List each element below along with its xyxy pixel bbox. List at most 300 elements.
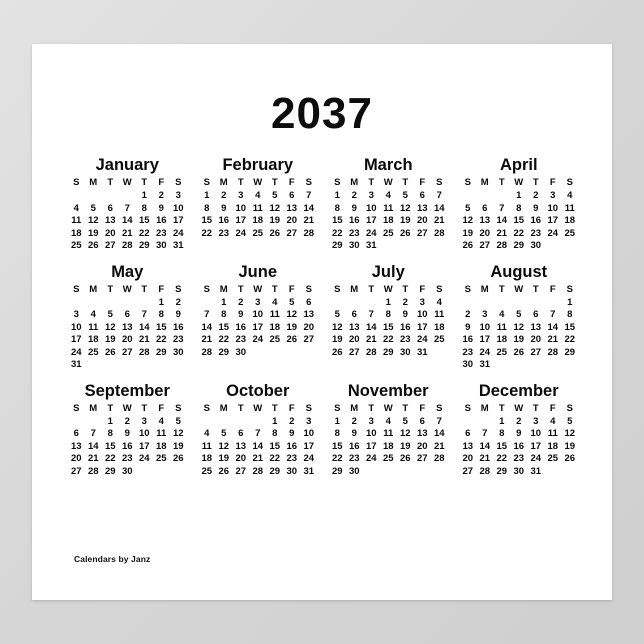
day-cell: 11 [434, 309, 445, 321]
day-cell: 3 [175, 190, 181, 202]
day-cell: 13 [462, 440, 474, 452]
weekday-header: M [219, 177, 228, 189]
day-cell: 10 [172, 202, 184, 214]
weekday-header: M [89, 402, 98, 414]
day-cell: 17 [416, 321, 428, 333]
day-cell: 25 [252, 227, 264, 239]
day-cell: 9 [238, 309, 244, 321]
day-cell: 25 [496, 346, 508, 358]
day-cell: 26 [87, 240, 99, 252]
day-cell: 17 [479, 334, 491, 346]
day-cell: 21 [547, 334, 559, 346]
day-cell: 27 [479, 240, 491, 252]
day-cell: 31 [479, 359, 491, 371]
weekday-header: S [203, 402, 210, 414]
day-cell: 13 [416, 428, 428, 440]
weekday-header: F [419, 177, 426, 189]
day-cell: 12 [399, 428, 411, 440]
day-cell: 18 [433, 321, 445, 333]
day-cell: 4 [272, 296, 278, 308]
day-cell: 20 [235, 453, 247, 465]
day-cell: 14 [87, 440, 99, 452]
weekday-header: F [158, 283, 165, 295]
day-cell: 21 [433, 440, 445, 452]
day-cell: 22 [564, 334, 576, 346]
month-name: November [347, 381, 429, 400]
day-cell: 5 [272, 190, 278, 202]
day-cell: 18 [382, 215, 394, 227]
month-name: September [84, 381, 170, 400]
months-grid [32, 156, 612, 478]
month-days [325, 190, 452, 253]
day-cell: 16 [462, 334, 474, 346]
day-cell: 18 [70, 227, 82, 239]
day-cell: 24 [530, 453, 542, 465]
weekday-header: T [498, 177, 505, 189]
weekday-header: T [141, 177, 148, 189]
day-cell: 15 [218, 321, 230, 333]
day-cell: 3 [255, 296, 261, 308]
weekday-header: S [464, 402, 471, 414]
day-cell: 2 [238, 296, 244, 308]
day-cell: 29 [496, 465, 508, 477]
day-cell: 4 [255, 190, 261, 202]
day-cell: 1 [385, 296, 391, 308]
day-cell: 25 [382, 227, 394, 239]
day-cell: 4 [550, 415, 556, 427]
day-cell: 7 [306, 190, 312, 202]
month-days [195, 190, 322, 240]
day-cell: 27 [416, 227, 428, 239]
day-cell: 9 [158, 202, 164, 214]
day-cell: 18 [382, 440, 394, 452]
day-cell: 12 [331, 321, 343, 333]
day-cell: 16 [286, 440, 298, 452]
day-cell: 22 [496, 453, 508, 465]
weekday-header: F [158, 402, 165, 414]
day-cell: 11 [156, 428, 167, 440]
day-cell: 7 [255, 428, 261, 440]
day-cell: 9 [516, 428, 522, 440]
weekday-header: S [436, 177, 443, 189]
month-block [456, 382, 583, 479]
weekday-header: W [253, 402, 263, 414]
day-cell: 1 [499, 415, 505, 427]
day-cell: 8 [107, 428, 113, 440]
day-cell: 20 [348, 334, 360, 346]
day-cell: 7 [124, 202, 130, 214]
day-cell: 19 [269, 215, 281, 227]
day-cell: 16 [155, 215, 167, 227]
day-cell: 18 [269, 321, 281, 333]
day-cell: 1 [334, 415, 340, 427]
day-cell: 7 [482, 428, 488, 440]
weekday-header-row [325, 177, 452, 189]
day-cell: 15 [496, 440, 508, 452]
day-cell: 29 [382, 346, 394, 358]
day-cell: 27 [348, 346, 360, 358]
day-cell: 2 [289, 415, 295, 427]
day-cell: 26 [269, 227, 281, 239]
day-cell: 6 [533, 309, 539, 321]
day-cell: 19 [87, 227, 99, 239]
day-cell: 11 [88, 321, 99, 333]
day-cell: 4 [385, 190, 391, 202]
weekday-header: T [107, 283, 114, 295]
day-cell: 14 [121, 215, 133, 227]
day-cell: 8 [204, 202, 210, 214]
day-cell: 28 [365, 346, 377, 358]
weekday-header: T [368, 283, 375, 295]
day-cell: 19 [331, 334, 343, 346]
day-cell: 5 [175, 415, 181, 427]
weekday-header-row [64, 177, 191, 189]
day-cell: 4 [90, 309, 96, 321]
day-cell: 15 [138, 215, 150, 227]
month-name: October [226, 381, 290, 400]
day-cell: 23 [172, 334, 184, 346]
weekday-header: S [305, 177, 312, 189]
day-cell: 9 [351, 202, 357, 214]
weekday-header-row [195, 284, 322, 296]
day-cell: 12 [564, 428, 576, 440]
weekday-header-row [456, 177, 583, 189]
day-cell: 30 [286, 465, 298, 477]
weekday-header: T [237, 283, 244, 295]
month-days [195, 416, 322, 479]
day-cell: 29 [564, 346, 576, 358]
day-cell: 14 [479, 440, 491, 452]
day-cell: 27 [121, 346, 133, 358]
day-cell: 4 [158, 415, 164, 427]
day-cell: 8 [334, 428, 340, 440]
day-cell: 29 [513, 240, 525, 252]
day-cell: 16 [399, 321, 411, 333]
day-cell: 30 [348, 465, 360, 477]
day-cell: 18 [252, 215, 264, 227]
day-cell: 25 [564, 227, 576, 239]
day-cell: 19 [462, 227, 474, 239]
day-cell: 27 [416, 453, 428, 465]
day-cell: 14 [365, 321, 377, 333]
day-cell: 12 [286, 309, 298, 321]
day-cell: 20 [121, 334, 133, 346]
day-cell: 24 [70, 346, 82, 358]
day-cell: 13 [479, 215, 491, 227]
day-cell: 25 [201, 465, 213, 477]
day-cell: 4 [567, 190, 573, 202]
day-cell: 1 [141, 190, 147, 202]
weekday-header: T [141, 402, 148, 414]
day-cell: 2 [516, 415, 522, 427]
day-cell: 22 [331, 453, 343, 465]
weekday-header: S [464, 283, 471, 295]
weekday-header: T [402, 177, 409, 189]
month-days [456, 416, 583, 479]
day-cell: 13 [121, 321, 133, 333]
weekday-header: M [219, 402, 228, 414]
day-cell: 1 [107, 415, 113, 427]
day-cell: 6 [73, 428, 79, 440]
weekday-header: F [549, 402, 556, 414]
day-cell: 16 [121, 440, 133, 452]
weekday-header: F [158, 177, 165, 189]
day-cell: 5 [402, 415, 408, 427]
day-cell: 12 [218, 440, 230, 452]
day-cell: 7 [90, 428, 96, 440]
day-cell: 24 [235, 227, 247, 239]
day-cell: 26 [462, 240, 474, 252]
month-name: January [95, 156, 159, 174]
day-cell: 26 [564, 453, 576, 465]
day-cell: 11 [564, 202, 575, 214]
day-cell: 16 [348, 215, 360, 227]
day-cell: 17 [235, 215, 247, 227]
day-cell: 13 [303, 309, 315, 321]
day-cell: 1 [272, 415, 278, 427]
day-cell: 22 [513, 227, 525, 239]
day-cell: 11 [252, 202, 263, 214]
day-cell: 18 [155, 440, 167, 452]
day-cell: 21 [433, 215, 445, 227]
day-cell: 20 [286, 215, 298, 227]
day-cell: 11 [383, 428, 394, 440]
day-cell: 6 [482, 202, 488, 214]
day-cell: 15 [382, 321, 394, 333]
day-cell: 6 [419, 190, 425, 202]
weekday-header: S [334, 283, 341, 295]
weekday-header: W [383, 402, 393, 414]
weekday-header: F [288, 402, 295, 414]
day-cell: 1 [221, 296, 227, 308]
month-block [195, 263, 322, 372]
month-name: June [238, 262, 277, 281]
day-cell: 9 [465, 321, 471, 333]
day-cell: 25 [87, 346, 99, 358]
day-cell: 19 [286, 321, 298, 333]
day-cell: 2 [533, 190, 539, 202]
day-cell: 13 [416, 202, 428, 214]
day-cell: 28 [547, 346, 559, 358]
month-name: December [478, 381, 559, 400]
month-name: July [371, 262, 405, 281]
day-cell: 11 [201, 440, 212, 452]
day-cell: 3 [368, 190, 374, 202]
day-cell: 22 [331, 227, 343, 239]
day-cell: 27 [70, 465, 82, 477]
day-cell: 5 [334, 309, 340, 321]
day-cell: 1 [567, 296, 573, 308]
day-cell: 19 [513, 334, 525, 346]
day-cell: 6 [419, 415, 425, 427]
weekday-header-row [195, 403, 322, 415]
page-title: 2037 [271, 89, 373, 138]
day-cell: 3 [368, 415, 374, 427]
day-cell: 13 [70, 440, 82, 452]
day-cell: 10 [530, 428, 542, 440]
weekday-header: T [368, 402, 375, 414]
weekday-header: F [288, 177, 295, 189]
day-cell: 23 [348, 453, 360, 465]
day-cell: 31 [530, 465, 542, 477]
weekday-header: M [89, 177, 98, 189]
day-cell: 30 [530, 240, 542, 252]
day-cell: 27 [303, 334, 315, 346]
month-days [64, 416, 191, 479]
day-cell: 10 [303, 428, 315, 440]
day-cell: 26 [104, 346, 116, 358]
day-cell: 19 [218, 453, 230, 465]
weekday-header: W [122, 283, 132, 295]
weekday-header: F [549, 283, 556, 295]
day-cell: 5 [107, 309, 113, 321]
day-cell: 17 [365, 440, 377, 452]
day-cell: 7 [368, 309, 374, 321]
day-cell: 23 [348, 227, 360, 239]
weekday-header-row [64, 403, 191, 415]
day-cell: 13 [235, 440, 247, 452]
day-cell: 17 [303, 440, 315, 452]
day-cell: 5 [516, 309, 522, 321]
day-cell: 24 [547, 227, 559, 239]
day-cell: 22 [382, 334, 394, 346]
day-cell: 26 [286, 334, 298, 346]
day-cell: 2 [221, 190, 227, 202]
day-cell: 9 [351, 428, 357, 440]
day-cell: 14 [303, 202, 315, 214]
day-cell: 29 [218, 346, 230, 358]
weekday-header: S [203, 177, 210, 189]
day-cell: 23 [218, 227, 230, 239]
day-cell: 15 [104, 440, 116, 452]
day-cell: 3 [550, 190, 556, 202]
day-cell: 21 [365, 334, 377, 346]
day-cell: 3 [306, 415, 312, 427]
day-cell: 28 [303, 227, 315, 239]
day-cell: 16 [172, 321, 184, 333]
day-cell: 23 [513, 453, 525, 465]
day-cell: 8 [141, 202, 147, 214]
day-cell: 27 [462, 465, 474, 477]
day-cell: 22 [138, 227, 150, 239]
day-cell: 22 [104, 453, 116, 465]
day-cell: 7 [436, 415, 442, 427]
day-cell: 31 [365, 240, 377, 252]
day-cell: 11 [547, 428, 558, 440]
day-cell: 17 [172, 215, 184, 227]
weekday-header: S [464, 177, 471, 189]
day-cell: 12 [104, 321, 116, 333]
day-cell: 28 [201, 346, 213, 358]
day-cell: 19 [399, 440, 411, 452]
day-cell: 23 [530, 227, 542, 239]
weekday-header: W [253, 283, 263, 295]
month-block [456, 263, 583, 372]
day-cell: 22 [218, 334, 230, 346]
day-cell: 7 [550, 309, 556, 321]
day-cell: 3 [238, 190, 244, 202]
weekday-header: S [566, 177, 573, 189]
day-cell: 14 [433, 428, 445, 440]
day-cell: 21 [252, 453, 264, 465]
day-cell: 7 [436, 190, 442, 202]
day-cell: 24 [303, 453, 315, 465]
day-cell: 24 [138, 453, 150, 465]
month-block [195, 382, 322, 479]
weekday-header: F [549, 177, 556, 189]
weekday-header-row [195, 177, 322, 189]
day-cell: 17 [547, 215, 559, 227]
weekday-header: M [480, 402, 489, 414]
weekday-header: S [305, 402, 312, 414]
month-days [325, 297, 452, 360]
day-cell: 11 [496, 321, 507, 333]
day-cell: 25 [433, 334, 445, 346]
day-cell: 14 [547, 321, 559, 333]
weekday-header: T [498, 402, 505, 414]
weekday-header: F [419, 283, 426, 295]
day-cell: 30 [172, 346, 184, 358]
day-cell: 2 [175, 296, 181, 308]
day-cell: 30 [121, 465, 133, 477]
day-cell: 22 [269, 453, 281, 465]
weekday-header: T [107, 177, 114, 189]
day-cell: 23 [235, 334, 247, 346]
day-cell: 9 [221, 202, 227, 214]
weekday-header-row [325, 284, 452, 296]
day-cell: 18 [564, 215, 576, 227]
day-cell: 28 [433, 453, 445, 465]
day-cell: 3 [533, 415, 539, 427]
weekday-header: T [237, 402, 244, 414]
day-cell: 24 [416, 334, 428, 346]
weekday-header: T [141, 283, 148, 295]
weekday-header: S [334, 177, 341, 189]
day-cell: 28 [121, 240, 133, 252]
day-cell: 30 [399, 346, 411, 358]
day-cell: 8 [385, 309, 391, 321]
weekday-header: T [368, 177, 375, 189]
day-cell: 4 [436, 296, 442, 308]
calendar-poster [32, 44, 612, 600]
day-cell: 8 [221, 309, 227, 321]
day-cell: 8 [158, 309, 164, 321]
day-cell: 23 [462, 346, 474, 358]
day-cell: 28 [87, 465, 99, 477]
day-cell: 3 [73, 309, 79, 321]
month-name: April [499, 156, 538, 174]
day-cell: 10 [235, 202, 247, 214]
day-cell: 9 [175, 309, 181, 321]
day-cell: 13 [530, 321, 542, 333]
weekday-header: T [271, 177, 278, 189]
day-cell: 17 [530, 440, 542, 452]
day-cell: 10 [416, 309, 428, 321]
weekday-header: W [383, 283, 393, 295]
day-cell: 16 [348, 440, 360, 452]
day-cell: 8 [334, 202, 340, 214]
weekday-header-row [456, 284, 583, 296]
month-days [456, 297, 583, 372]
day-cell: 11 [383, 202, 394, 214]
day-cell: 28 [138, 346, 150, 358]
day-cell: 21 [138, 334, 150, 346]
day-cell: 28 [252, 465, 264, 477]
day-cell: 20 [462, 453, 474, 465]
weekday-header-row [325, 403, 452, 415]
day-cell: 10 [70, 321, 82, 333]
day-cell: 2 [402, 296, 408, 308]
